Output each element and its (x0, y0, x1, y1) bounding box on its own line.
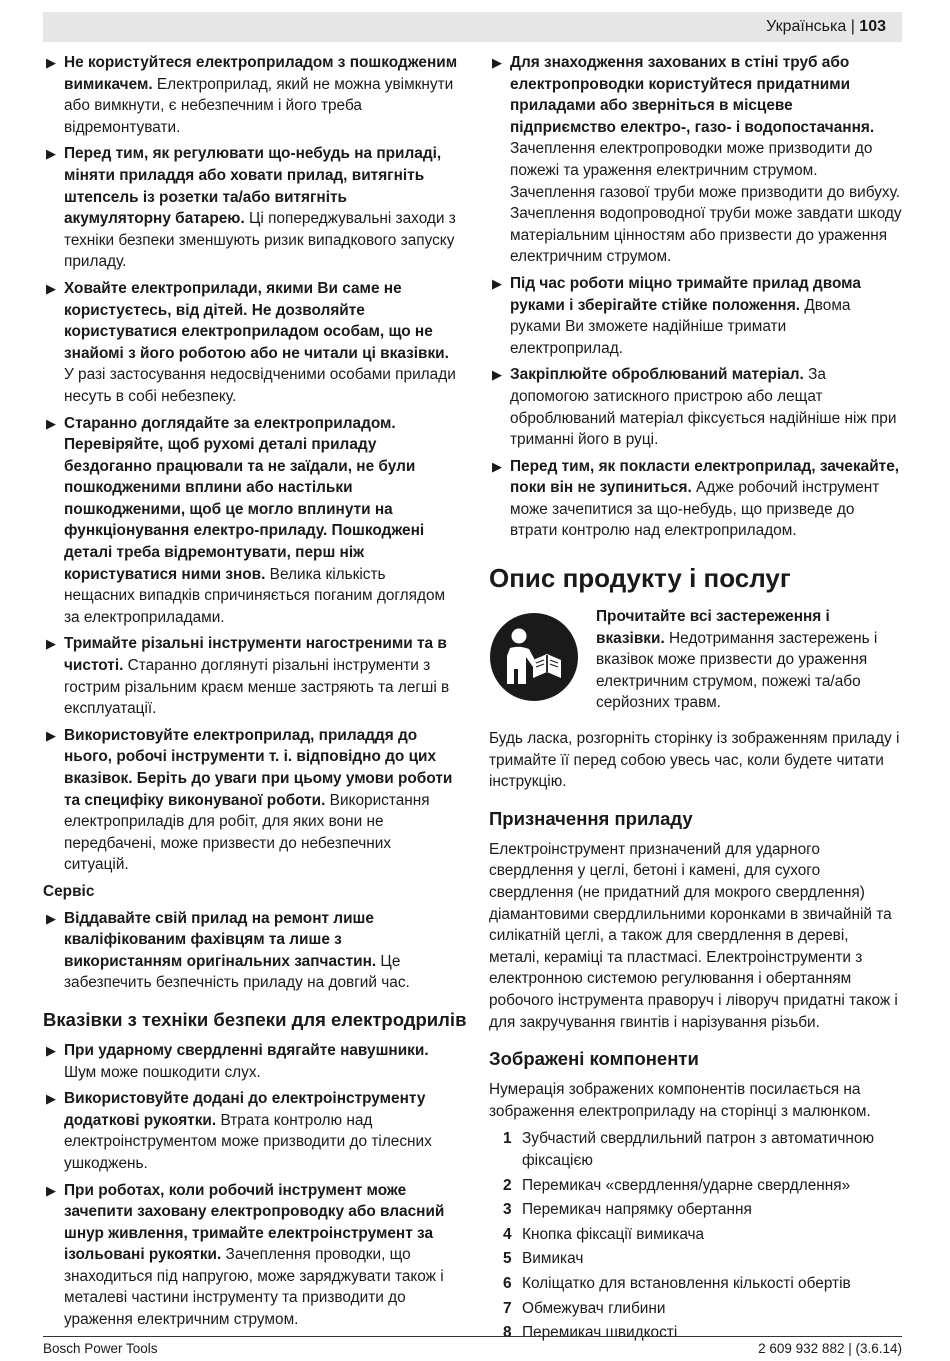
header-language: Українська (766, 18, 847, 35)
bullet-icon: ▶ (46, 55, 56, 70)
bullet-icon: ▶ (492, 55, 502, 70)
bullet-icon: ▶ (46, 415, 56, 431)
bullet-icon: ▶ (46, 636, 56, 652)
footer-brand: Bosch Power Tools (43, 1341, 158, 1356)
list-item: ▶ Під час роботи міцно тримайте прилад двома руками і зберігайте стійке положення. Двома руками Ви зможете надійніше тримати електроприлад. (492, 274, 861, 357)
list-item: ▶ Ховайте електроприлади, якими Ви саме не користуєтесь, від дітей. Не дозволяйте користуватися електроприладом особам, що не знайомі з його роботою або не читали ці вказівки. У разі застосування недосвідченими особами прилади несуть в собі небезпеку. (46, 279, 456, 405)
read-warning: Прочитайте всі застереження і вказівки. Недотримання застережень і вказівок може призвести до ураження електричним струмом, пожежі та/або серйозних травм. (489, 606, 902, 714)
list-item: ▶ При роботах, коли робочий інструмент може зачепити заховану електропроводку або власний шнур живлення, тримайте електроінструмент за ізольовані рукоятки. Зачеплення проводки, що знаходиться під напругою, може заряджувати також і металеві частини інструменту та призводити до ураження електричним струмом. (46, 1181, 445, 1329)
list-item: 2 Перемикач «свердлення/ударне свердлення» (503, 1176, 851, 1194)
list-item: ▶ Старанно доглядайте за електроприладом. Перевіряйте, щоб рухомі деталі приладу бездоганно працювали та не заїдали, не були пошкодженими вплини або настільки пошкодженими, щоб це могло вплинути на функціонування електро-приладу. Пошкоджені деталі треба відремонтувати, перш ніж користуватися ними знов. Велика кількість нещасних випадків спричиняється поганим доглядом за електроприладами. (46, 414, 446, 626)
purpose-text: Електроінструмент призначений для ударного свердлення у цеглі, бетоні і камені, для сухого свердлення (не придатний для мокрого свердлення) діамантовими свердлильними коронками в звичайній та силікатній цеглі, а також для свердлення в дереві, металі, кераміці та пластмасі. Електроінструменти з електронною системою регулювання і обертанням робочого інструмента праворуч і ліворуч придатні також і для закручування гвинтів і нарізування різьби. (489, 840, 898, 1031)
footer-doc-number: 2 609 932 882 | (3.6.14) (758, 1341, 902, 1356)
list-item: ▶ Використовуйте додані до електроінструменту додаткові рукоятки. Втрата контролю над електроінструментом може призводити до тілесних ушкоджень. (46, 1090, 432, 1172)
general-safety-list (43, 52, 458, 876)
list-item: ▶ Тримайте різальні інструменти нагостреними та в чистоті. Старанно доглянуті різальні інструменти з гострим різальним краєм менше застряють та легші в експлуатації. (46, 635, 450, 718)
list-item: ▶ Закріплюйте оброблюваний матеріал. За допомогою затискного пристрою або лещат оброблюваний матеріал фіксується надійніше ніж при триманні його в руці. (492, 366, 897, 449)
list-item: 8 Перемикач швидкості (503, 1324, 678, 1342)
page-number: 103 (859, 18, 886, 35)
continued-safety-list (489, 52, 902, 542)
list-item: 6 Коліщатко для встановлення кількості обертів (503, 1274, 851, 1292)
bullet-icon: ▶ (46, 1042, 56, 1058)
read-manual-icon (489, 612, 579, 702)
header-text (766, 17, 886, 37)
bullet-icon: ▶ (46, 1182, 56, 1198)
components-intro: Нумерація зображених компонентів посилається на зображення електроприладу на сторінці з малюнком. (489, 1081, 871, 1120)
left-column (43, 52, 467, 1336)
bullet-icon: ▶ (46, 1091, 56, 1107)
purpose-heading: Призначення приладу (489, 807, 693, 829)
service-label: Сервіс (43, 882, 95, 900)
bullet-icon: ▶ (492, 367, 502, 383)
footer-divider (43, 1336, 902, 1337)
list-item: 7 Обмежувач глибини (503, 1299, 666, 1317)
components-heading: Зображені компоненти (489, 1048, 699, 1070)
list-item: 1 Зубчастий свердлильний патрон з автоматичною фіксацією (503, 1130, 874, 1169)
list-item: ▶ Віддавайте свій прилад на ремонт лише кваліфікованим фахівцям та лише з використанням оригінальних запчастин. Це забезпечить безпечність приладу на довгий час. (46, 909, 410, 992)
list-item: ▶ Перед тим, як покласти електроприлад, зачекайте, поки він не зупиниться. Адже робочий інструмент може зачепитися за що-небудь, що призведе до втрати контролю над електроприладом. (492, 457, 900, 540)
drill-safety-list (43, 1040, 458, 1331)
page-header (43, 12, 902, 42)
list-item: 3 Перемикач напрямку обертання (503, 1201, 752, 1219)
drill-safety-heading: Вказівки з техніки безпеки для електродрилів (43, 1008, 467, 1030)
list-item: 5 Вимикач (503, 1250, 584, 1268)
list-item: ▶ Використовуйте електроприлад, приладдя до нього, робочі інструменти т. і. відповідно до цих вказівок. Беріть до уваги при цьому умови роботи та специфіку виконуваної роботи. Використання електроприладів для робіт, для яких вони не передбачені, може призвести до небезпечних ситуацій. (46, 726, 453, 874)
bullet-icon: ▶ (46, 910, 56, 926)
list-item: 4 Кнопка фіксації вимикача (503, 1225, 705, 1243)
fold-out-note: Будь ласка, розгорніть сторінку із зображенням приладу і тримайте її перед собою увесь час, коли будете читати інструкцію. (489, 730, 900, 791)
bullet-icon: ▶ (492, 275, 502, 291)
bullet-icon: ▶ (46, 727, 56, 743)
list-item: ▶ Перед тим, як регулювати що-небудь на приладі, міняти приладдя або ховати прилад, витягніть штепсель із розетки та/або витягніть акумуляторну батарею. Ці попереджувальні заходи з техніки безпеки зменшують ризик випадкового запуску приладу. (46, 145, 456, 271)
bullet-icon: ▶ (46, 280, 56, 296)
components-list (489, 1128, 902, 1343)
list-item: ▶ Не користуйтеся електроприладом з пошкодженим вимикачем. Електроприлад, який не можна увімкнути або вимкнути, є небезпечним і його треба відремонтувати. (46, 54, 458, 136)
list-item: ▶ Для знаходження захованих в стіні труб або електропроводки користуйтеся придатними приладами або зверніться в місцеве підприємство електро-, газо- і водопостачання. Зачеплення електропроводки може призводити до пожежі та ураження електричним струмом. Зачеплення газової труби може призводити до вибуху. Зачеплення водопроводної труби може завдати шкоду матеріальним цінностям або призвести до ураження електричним струмом. (492, 54, 902, 266)
product-heading: Опис продукту і послуг (489, 563, 791, 594)
bullet-icon: ▶ (46, 146, 56, 162)
header-separator: | (850, 18, 855, 35)
list-item: ▶ При ударному свердленні вдягайте навушники. Шум може пошкодити слух. (46, 1041, 429, 1081)
right-column (489, 52, 902, 1347)
bullet-icon: ▶ (492, 458, 502, 474)
